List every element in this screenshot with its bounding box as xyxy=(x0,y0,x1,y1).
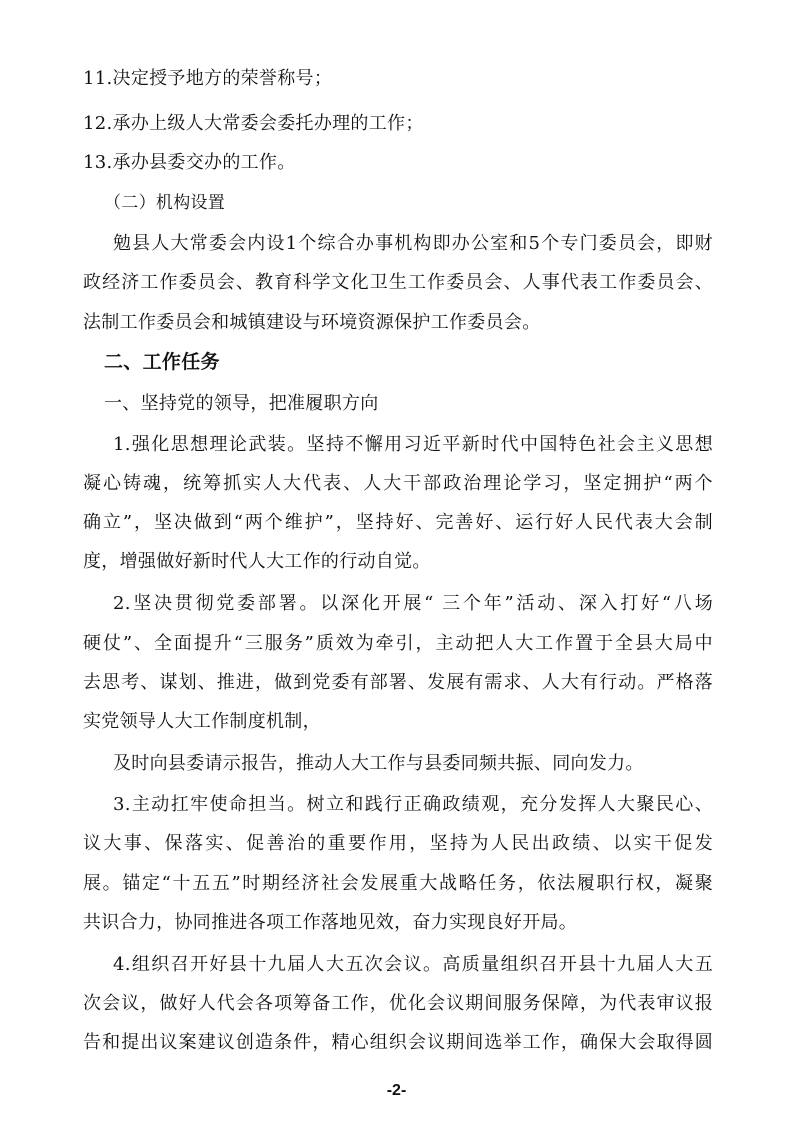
paragraph-line: 次会议，做好人代会各项筹备工作，优化会议期间服务保障，为代表审议报 xyxy=(83,993,713,1014)
paragraph-line: 去思考、谋划、推进，做到党委有部署、发展有需求、人大有行动。严格落 xyxy=(83,672,713,693)
paragraph-line: 确立”，坚决做到“两个维护”，坚持好、完善好、运行好人民代表大会制 xyxy=(83,512,713,533)
section-heading-tasks: 二、工作任务 xyxy=(104,351,220,373)
paragraph-line: 凝心铸魂，统筹抓实人大代表、人大干部政治理论学习，坚定拥护“两个 xyxy=(83,473,713,494)
paragraph-line: 2.坚决贯彻党委部署。以深化开展“ 三个年”活动、深入打好“八场 xyxy=(113,593,713,614)
paragraph-line: 勉县人大常委会内设1个综合办事机构即办公室和5个专门委员会，即财 xyxy=(113,233,713,254)
section-heading-institution: （二）机构设置 xyxy=(104,193,226,213)
paragraph-line: 硬仗”、全面提升“三服务”质效为牵引，主动把人大工作置于全县大局中 xyxy=(83,633,713,654)
item-11: 11.决定授予地方的荣誉称号； xyxy=(83,68,333,89)
paragraph-line: 展。锚定“十五五”时期经济社会发展重大战略任务，依法履职行权，凝聚 xyxy=(83,873,713,894)
paragraph-line: 实党领导人大工作制度机制， xyxy=(83,711,321,732)
paragraph-line: 4.组织召开好县十九届人大五次会议。高质量组织召开县十九届人大五 xyxy=(113,954,713,975)
item-12: 12.承办上级人大常委会委托办理的工作； xyxy=(83,113,424,134)
subsection-heading: 一、坚持党的领导，把准履职方向 xyxy=(104,393,379,414)
item-13: 13.承办县委交办的工作。 xyxy=(83,152,296,173)
page-number: -2- xyxy=(386,1082,407,1099)
paragraph-line: 法制工作委员会和城镇建设与环境资源保护工作委员会。 xyxy=(83,312,541,333)
paragraph-line: 3.主动扛牢使命担当。树立和践行正确政绩观，充分发挥人大聚民心、 xyxy=(113,794,713,815)
paragraph-line: 度，增强做好新时代人大工作的行动自觉。 xyxy=(83,551,431,572)
paragraph-line: 共识合力，协同推进各项工作落地见效，奋力实现良好开局。 xyxy=(83,912,578,933)
paragraph-line: 告和提出议案建议创造条件，精心组织会议期间选举工作，确保大会取得圆 xyxy=(83,1032,713,1053)
paragraph-line: 及时向县委请示报告，推动人大工作与县委同频共振、同向发力。 xyxy=(113,753,644,774)
paragraph-line: 议大事、保落实、促善治的重要作用，坚持为人民出政绩、以实干促发 xyxy=(83,833,713,854)
paragraph-line: 1.强化思想理论武装。坚持不懈用习近平新时代中国特色社会主义思想 xyxy=(113,434,713,455)
paragraph-line: 政经济工作委员会、教育科学文化卫生工作委员会、人事代表工作委员会、 xyxy=(83,272,713,293)
